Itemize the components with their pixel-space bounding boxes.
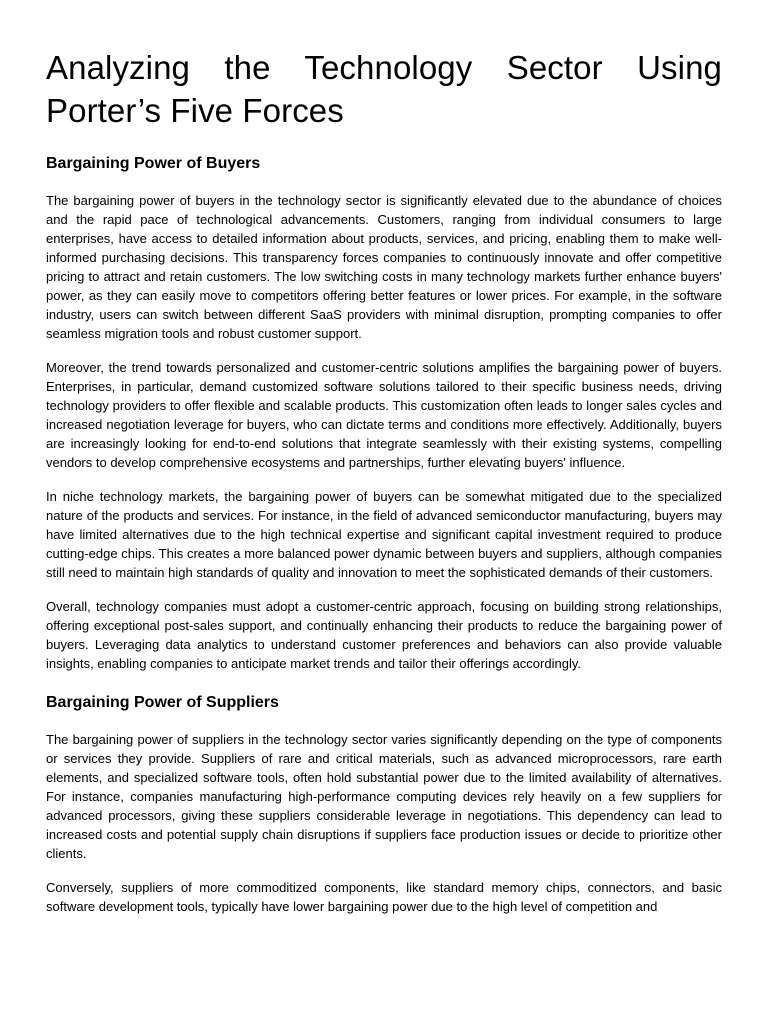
page-title: Analyzing the Technology Sector Using Porter’s Five Forces bbox=[46, 49, 722, 129]
paragraph: In niche technology markets, the bargaining power of buyers can be somewhat mitigated due to the specialized nature of the products and services. For instance, in the field of advanced semiconductor manufacturing, buyers may have limited alternatives due to the high technical expertise and significant capital investment required to produce cutting-edge chips. This creates a more balanced power dynamic between buyers and suppliers, although companies still need to maintain high standards of quality and innovation to meet the sophisticated demands of their customers. bbox=[46, 489, 722, 580]
paragraph: Overall, technology companies must adopt a customer-centric approach, focusing on building strong relationships, offering exceptional post-sales support, and continually enhancing their products to reduce the bargaining power of buyers. Leveraging data analytics to understand customer preferences and behaviors can also provide valuable insights, enabling companies to anticipate market trends and tailor their offerings accordingly. bbox=[46, 599, 722, 671]
paragraph: The bargaining power of suppliers in the technology sector varies significantly depending on the type of components or services they provide. Suppliers of rare and critical materials, such as advanced microprocessors, rare earth elements, and specialized software tools, often hold substantial power due to the limited availability of alternatives. For instance, companies manufacturing high-performance computing devices rely heavily on a few suppliers for advanced processors, giving these suppliers considerable leverage in negotiations. This dependency can lead to increased costs and potential supply chain disruptions if suppliers face production issues or decide to prioritize other clients. bbox=[46, 732, 722, 861]
paragraph: Conversely, suppliers of more commoditized components, like standard memory chips, connectors, and basic software development tools, typically have lower bargaining power due to the high level of competition and bbox=[46, 880, 722, 914]
paragraph: Moreover, the trend towards personalized and customer-centric solutions amplifies the bargaining power of buyers. Enterprises, in particular, demand customized software solutions tailored to their specific business needs, driving technology providers to offer flexible and scalable products. This customization often leads to longer sales cycles and increased negotiation leverage for buyers, who can dictate terms and conditions more effectively. Additionally, buyers are increasingly looking for end-to-end solutions that integrate seamlessly with their existing systems, compelling vendors to develop comprehensive ecosystems and partnerships, further elevating buyers' influence. bbox=[46, 360, 722, 470]
document-page bbox=[46, 46, 722, 916]
section-heading-suppliers: Bargaining Power of Suppliers bbox=[46, 694, 279, 711]
section-heading-buyers: Bargaining Power of Buyers bbox=[46, 155, 261, 172]
paragraph: The bargaining power of buyers in the technology sector is significantly elevated due to the abundance of choices and the rapid pace of technological advancements. Customers, ranging from individual consumers to large enterprises, have access to detailed information about products, services, and pricing, enabling them to make well-informed purchasing decisions. This transparency forces companies to continuously innovate and offer competitive pricing to attract and retain customers. The low switching costs in many technology markets further enhance buyers' power, as they can easily move to competitors offering better features or lower prices. For example, in the software industry, users can switch between different SaaS providers with minimal disruption, prompting companies to offer seamless migration tools and robust customer support. bbox=[46, 193, 722, 341]
